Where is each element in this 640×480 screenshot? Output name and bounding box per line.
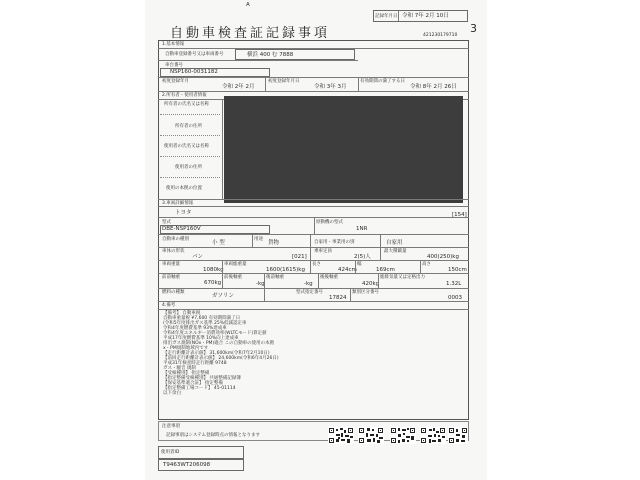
section4-heading: 4.備考 (162, 303, 176, 308)
maker-value: トヨタ (175, 210, 192, 216)
first-reg-date-label: 初度登録年月日 (268, 79, 300, 84)
user-name-label: 使用者の氏名又は名称 (164, 144, 209, 149)
displacement-value: 1.32L (446, 281, 462, 287)
notice-text: 記録事項はシステム登録時点の情報となります (166, 433, 261, 438)
user-address-label: 使用者の住所 (175, 165, 202, 170)
remark-line: 【指定整備受検種別】 共通整備記録簿 (163, 376, 241, 381)
section1-heading: 1.基本情報 (162, 42, 185, 47)
use-value: 貨物 (268, 240, 280, 246)
remark-line: ガス・騒音 規制 (163, 366, 196, 371)
length-value: 424cm (338, 267, 357, 273)
chassis-value: NSP160-0031182 (170, 69, 218, 75)
remark-line: 排出ガス規制(NOx・PM)適合 この自動車の使用の本拠 (163, 341, 275, 346)
qr-code-icon (448, 427, 468, 444)
corner-mark: A (246, 2, 250, 8)
qr-code-icon (390, 427, 416, 444)
model-value: DBE-NSP160V (162, 226, 201, 232)
gross-value: 1600(1615)kg (266, 267, 305, 273)
remark-line: 平成17年度燃費基準 10%向上達成車 (163, 336, 239, 341)
owner-address-label: 所有者の住所 (175, 124, 202, 129)
user-id-box (158, 446, 244, 459)
maker-code: [154] (452, 212, 467, 218)
rear-front-label: 後前軸重 (266, 275, 284, 280)
remark-line: 【前回走行距離計表示値】 24,600km(令和6年4月26日) (163, 356, 279, 361)
first-reg-label: 初度登録年月 (162, 79, 189, 84)
remark-line: 平成31年検査時走行距離 9748 (163, 361, 227, 366)
displacement-label: 総排気量又は定格出力 (380, 275, 425, 280)
qr-code-icon (358, 427, 384, 444)
height-value: 150cm (448, 267, 467, 273)
model-no-label: 型式指定番号 (296, 290, 323, 295)
category-label: 自動車の種別 (162, 237, 189, 242)
remark-line: 【指定整備工場コード】 45-01114 (163, 386, 236, 391)
model-no-value: 17824 (329, 295, 347, 301)
issue-date-label: 記録年月日 (375, 14, 398, 19)
rear-axle-label: 後後軸重 (320, 275, 338, 280)
private-value: 自家用 (386, 240, 403, 246)
class-label: 類別区分番号 (352, 290, 379, 295)
user-id-label: 使用者ID (161, 450, 180, 455)
front-axle-label: 前前軸重 (162, 275, 180, 280)
remark-line: 【備考】 自動車税 (163, 311, 201, 316)
expiry-date: 令和 8年 2月 26日 (410, 84, 457, 90)
use-label: 用途 (254, 237, 263, 242)
rear-axle-value: 420kg (362, 281, 380, 287)
first-reg-value: 令和 2年 2月 (222, 84, 255, 90)
capacity-value: 2(5)人 (354, 254, 371, 260)
width-value: 169cm (376, 267, 395, 273)
gross-label: 車両総重量 (224, 262, 247, 267)
body-code: [021] (292, 254, 307, 260)
owner-name-label: 所有者の氏名又は名称 (164, 102, 209, 107)
first-reg-date: 令和 3年 3月 (314, 84, 347, 90)
front2-label: 前後軸重 (224, 275, 242, 280)
remark-line: 令和4年度燃費基準 93%達成車 (163, 326, 227, 331)
rear-front-value: -kg (304, 281, 313, 287)
front-axle-value: 670kg (204, 280, 222, 286)
remark-line: 【保安基準適合証】 指定整備 (163, 381, 223, 386)
engine-label: 原動機の型式 (316, 220, 343, 225)
corner-scribble: 3 (470, 22, 477, 35)
weight-value: 1080kg (203, 267, 224, 273)
remark-line: (令和5年度排出ガス基準 25%低減認定車 (163, 321, 247, 326)
engine-value: 1NR (356, 226, 368, 232)
base-location-label: 使用の本拠の位置 (166, 186, 202, 191)
section2-heading: 2.所有者・使用者情報 (162, 93, 207, 98)
section3-heading: 3.車両詳細情報 (162, 201, 194, 206)
category-value: 小 型 (212, 240, 225, 246)
issue-date: 令和 7年 2月 10日 (402, 13, 449, 19)
capacity-label: 乗車定員 (314, 249, 332, 254)
notice-heading: 注意事項 (162, 424, 180, 429)
max-load-label: 最大積載量 (384, 249, 407, 254)
redacted-personal-info (224, 96, 463, 203)
fuel-value: ガソリン (212, 293, 235, 299)
user-id-value: T9463WT206098 (163, 462, 211, 468)
front2-value: -kg (256, 281, 265, 287)
remark-line: 自動車重量税 ¥7,600 有効期間満了日 (163, 316, 241, 321)
max-load-value: 400(250)kg (427, 254, 459, 260)
body-value: バン (192, 254, 204, 260)
body-label: 車体の形状 (162, 249, 185, 254)
registration-label: 自動車登録番号又は車両番号 (165, 52, 224, 57)
remark-line: 令和4年度エネルギー消費効率(WLTCモード)算定値 (163, 331, 267, 336)
qr-code-icon (420, 427, 446, 444)
qr-code-icon (328, 427, 354, 444)
document-number: 421230179710 (423, 33, 458, 38)
remark-line: 【受検種別】 指定整備 (163, 371, 210, 376)
height-label: 高さ (422, 262, 431, 267)
fuel-label: 燃料の種類 (162, 290, 185, 295)
chassis-label: 車台番号 (165, 63, 183, 68)
length-label: 長さ (312, 262, 321, 267)
remark-line: x・PM規制地域内です (163, 346, 209, 351)
class-value: 0003 (448, 295, 462, 301)
model-label: 型式 (162, 220, 171, 225)
width-label: 幅 (357, 262, 362, 267)
remark-line: 【走行距離計表示値】 31,600km(令和7年2月10日) (163, 351, 270, 356)
private-label: 自家用・事業用の別 (314, 240, 355, 245)
registration-value: 横浜 400 む 7888 (247, 52, 294, 58)
expiry-label: 有効期間の満了する日 (360, 79, 405, 84)
issue-date-box (373, 10, 468, 22)
weight-label: 車両重量 (162, 262, 180, 267)
document-title: 自動車検査証記録事項 (170, 26, 331, 41)
remark-line: 以下余白 (163, 391, 181, 396)
